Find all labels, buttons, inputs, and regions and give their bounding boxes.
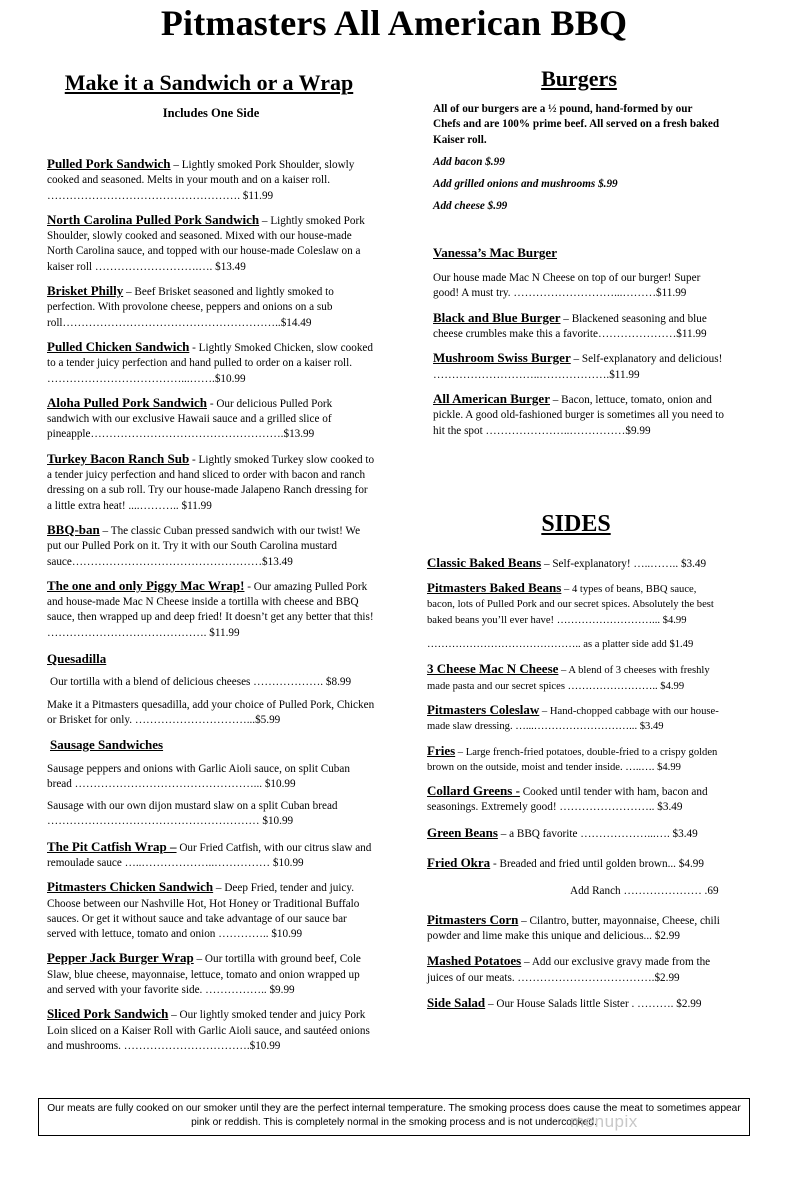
side-item: Side Salad – Our House Salads little Sister . ………. $2.99 <box>427 994 702 1010</box>
sausage-line: Sausage with our own dijon mustard slaw on a split Cuban bread ………………………………………………… $10.99 <box>47 800 338 828</box>
vanessa-heading: Vanessa’s Mac Burger <box>433 244 557 260</box>
burgers-heading: Burgers <box>541 66 617 91</box>
menu-item: Pepper Jack Burger Wrap – Our tortilla with ground beef, Cole Slaw, blue cheese, mayonnaise, lettuce, tomato and onion wrapped up and served with your favorite side. …………….. $9.99 <box>47 950 361 997</box>
menu-item: Black and Blue Burger – Blackened seasoning and blue cheese crumbles make this a favorite…………………$11.99 <box>433 309 707 341</box>
vanessa-desc: Our house made Mac N Cheese on top of our burger! Super good! A must try. ………………………...………$11.99 <box>433 272 701 300</box>
side-item: Mashed Potatoes – Add our exclusive gravy made from the juices of our meats. ……………………………….$2.99 <box>427 953 711 984</box>
side-item: …………………………………….. as a platter side add $1.49 <box>427 639 694 651</box>
menu-item: Pulled Pork Sandwich – Lightly smoked Pork Shoulder, slowly cooked and seasoned. Melts in your mouth and on a kaiser roll. ……………………………………………. $11.99 <box>47 156 355 202</box>
quesadilla-line: Our tortilla with a blend of delicious cheeses ………………. $8.99 <box>50 676 352 689</box>
menu-item: All American Burger – Bacon, lettuce, tomato, onion and pickle. A good old-fashioned burger is sometimes all you need to hit the spot …………………..……………$9.99 <box>433 390 724 437</box>
quesadilla-line: Make it a Pitmasters quesadilla, add your choice of Pulled Pork, Chicken or Brisket for only. …………………………...$5.99 <box>47 698 375 726</box>
menu-item: Pitmasters Chicken Sandwich – Deep Fried, tender and juicy. Choose between our Nashville Hot, Hot Honey or Traditional Buffalo sauces. Or get it without sauce and take advantage of our sauce bar served with lettuce, tomato and onion ………….. $10.99 <box>47 879 360 941</box>
side-item: Fried Okra - Breaded and fried until golden brown... $4.99 <box>427 855 704 871</box>
side-item: Pitmasters Baked Beans – 4 types of beans, BBQ sauce, bacon, lots of Pulled Pork and our secret spices. Absolutely the best baked beans you’ll ever have! ………………………... $4.99 <box>427 580 714 626</box>
menu-item: North Carolina Pulled Pork Sandwich – Lightly smoked Pork Shoulder, slowly cooked and seasoned. Mixed with our house-made North Carolina sauce, and topped with our house-made Coleslaw on a kaiser roll ……………………….…. $13.49 <box>47 211 365 273</box>
sausage-line: Sausage peppers and onions with Garlic Aioli sauce, on split Cuban bread …………………………………………... $10.99 <box>47 762 350 790</box>
sides-heading: SIDES <box>541 510 611 537</box>
sandwich-heading: Make it a Sandwich or a Wrap <box>64 70 354 95</box>
sandwich-section <box>47 70 375 1054</box>
burgers-intro: All of our burgers are a ½ pound, hand-formed by our Chefs and are 100% prime beef. All served on a fresh baked Kaiser roll. <box>433 103 720 146</box>
menu-item: Aloha Pulled Pork Sandwich - Our delicious Pulled Pork sandwich with our exclusive Hawaii sauce and a grilled slice of pineapple…………………………………………….$13.99 <box>47 394 333 441</box>
side-item: Add Ranch ………………… .69 <box>570 885 719 898</box>
side-item: Pitmasters Coleslaw – Hand-chopped cabbage with our house-made slaw dressing. …...………………………... $3.49 <box>427 701 719 733</box>
side-item: Pitmasters Corn – Cilantro, butter, mayonnaise, Cheese, chili powder and lime make this unique and delicious... $2.99 <box>427 911 720 942</box>
quesadilla-heading: Quesadilla <box>47 651 107 667</box>
menu-item: BBQ-ban – The classic Cuban pressed sandwich with our twist! We put our Pulled Pork on it. Try it with our South Carolina mustard sauce……………………………………………$13.49 <box>47 521 361 568</box>
sausage-heading: Sausage Sandwiches <box>50 737 164 753</box>
menu-item: The Pit Catfish Wrap – Our Fried Catfish, with our citrus slaw and remoulade sauce …..………………..…………… $10.99 <box>47 838 372 869</box>
side-item: Green Beans – a BBQ favorite ………………...…. $3.49 <box>427 824 698 840</box>
menu-item: Mushroom Swiss Burger – Self-explanatory and delicious! ………………………..……………….$11.99 <box>433 350 723 381</box>
burgers-section <box>427 66 725 1012</box>
side-item: Collard Greens - Cooked until tender with ham, bacon and seasonings. Extremely good! …………………….. $3.49 <box>427 783 708 814</box>
footer-note: Our meats are fully cooked on our smoker until they are the perfect internal temperature. The smoking process does cause the meat to sometimes appear pink or reddish. This is completely normal in the smoking process and is not undercooked. <box>38 1098 750 1136</box>
menu-item: The one and only Piggy Mac Wrap! - Our amazing Pulled Pork and house-made Mac N Cheese inside a tortilla with cheese and BBQ sauce, then wrapped up and deep fried! It doesn’t get any better that this! ……………………………………. $11.99 <box>47 577 374 639</box>
side-item: Fries – Large french-fried potatoes, double-fried to a crispy golden brown on the outside, moist and tender inside. …..…. $4.99 <box>427 742 718 773</box>
menu-item: Pulled Chicken Sandwich - Lightly Smoked Chicken, slow cooked to a tender juicy perfection and hand pulled to order on a kaiser roll. ………………………………...…….$10.99 <box>47 338 373 385</box>
side-item: Classic Baked Beans – Self-explanatory! …..…….. $3.49 <box>427 554 707 570</box>
side-item: 3 Cheese Mac N Cheese – A blend of 3 cheeses with freshly made pasta and our secret spices …………………….. $4.99 <box>427 661 710 692</box>
burger-addon: Add cheese $.99 <box>433 199 508 212</box>
menu-item: Turkey Bacon Ranch Sub - Lightly smoked Turkey slow cooked to a tender juicy perfection and hand sliced to order with bacon and ranch dressing on a sub roll. Try our house-made Jalapeno Ranch dressing for a little extra heat! ....……….. $11.99 <box>47 450 375 512</box>
menu-item: Sliced Pork Sandwich – Our lightly smoked tender and juicy Pork Loin sliced on a Kaiser Roll with Garlic Aioli sauce, and sautéed onions and mushrooms. …………………………….$10.99 <box>47 1006 370 1052</box>
sandwich-subheading: Includes One Side <box>162 106 260 120</box>
burger-addon: Add grilled onions and mushrooms $.99 <box>433 177 618 190</box>
watermark: menupix <box>570 1112 638 1131</box>
page-title: Pitmasters All American BBQ <box>160 3 628 43</box>
burger-addon: Add bacon $.99 <box>433 155 505 168</box>
menu-item: Brisket Philly – Beef Brisket seasoned and lightly smoked to perfection. With provolone cheese, peppers and onions on a sub roll…………………………………………………..$14.49 <box>47 283 334 329</box>
